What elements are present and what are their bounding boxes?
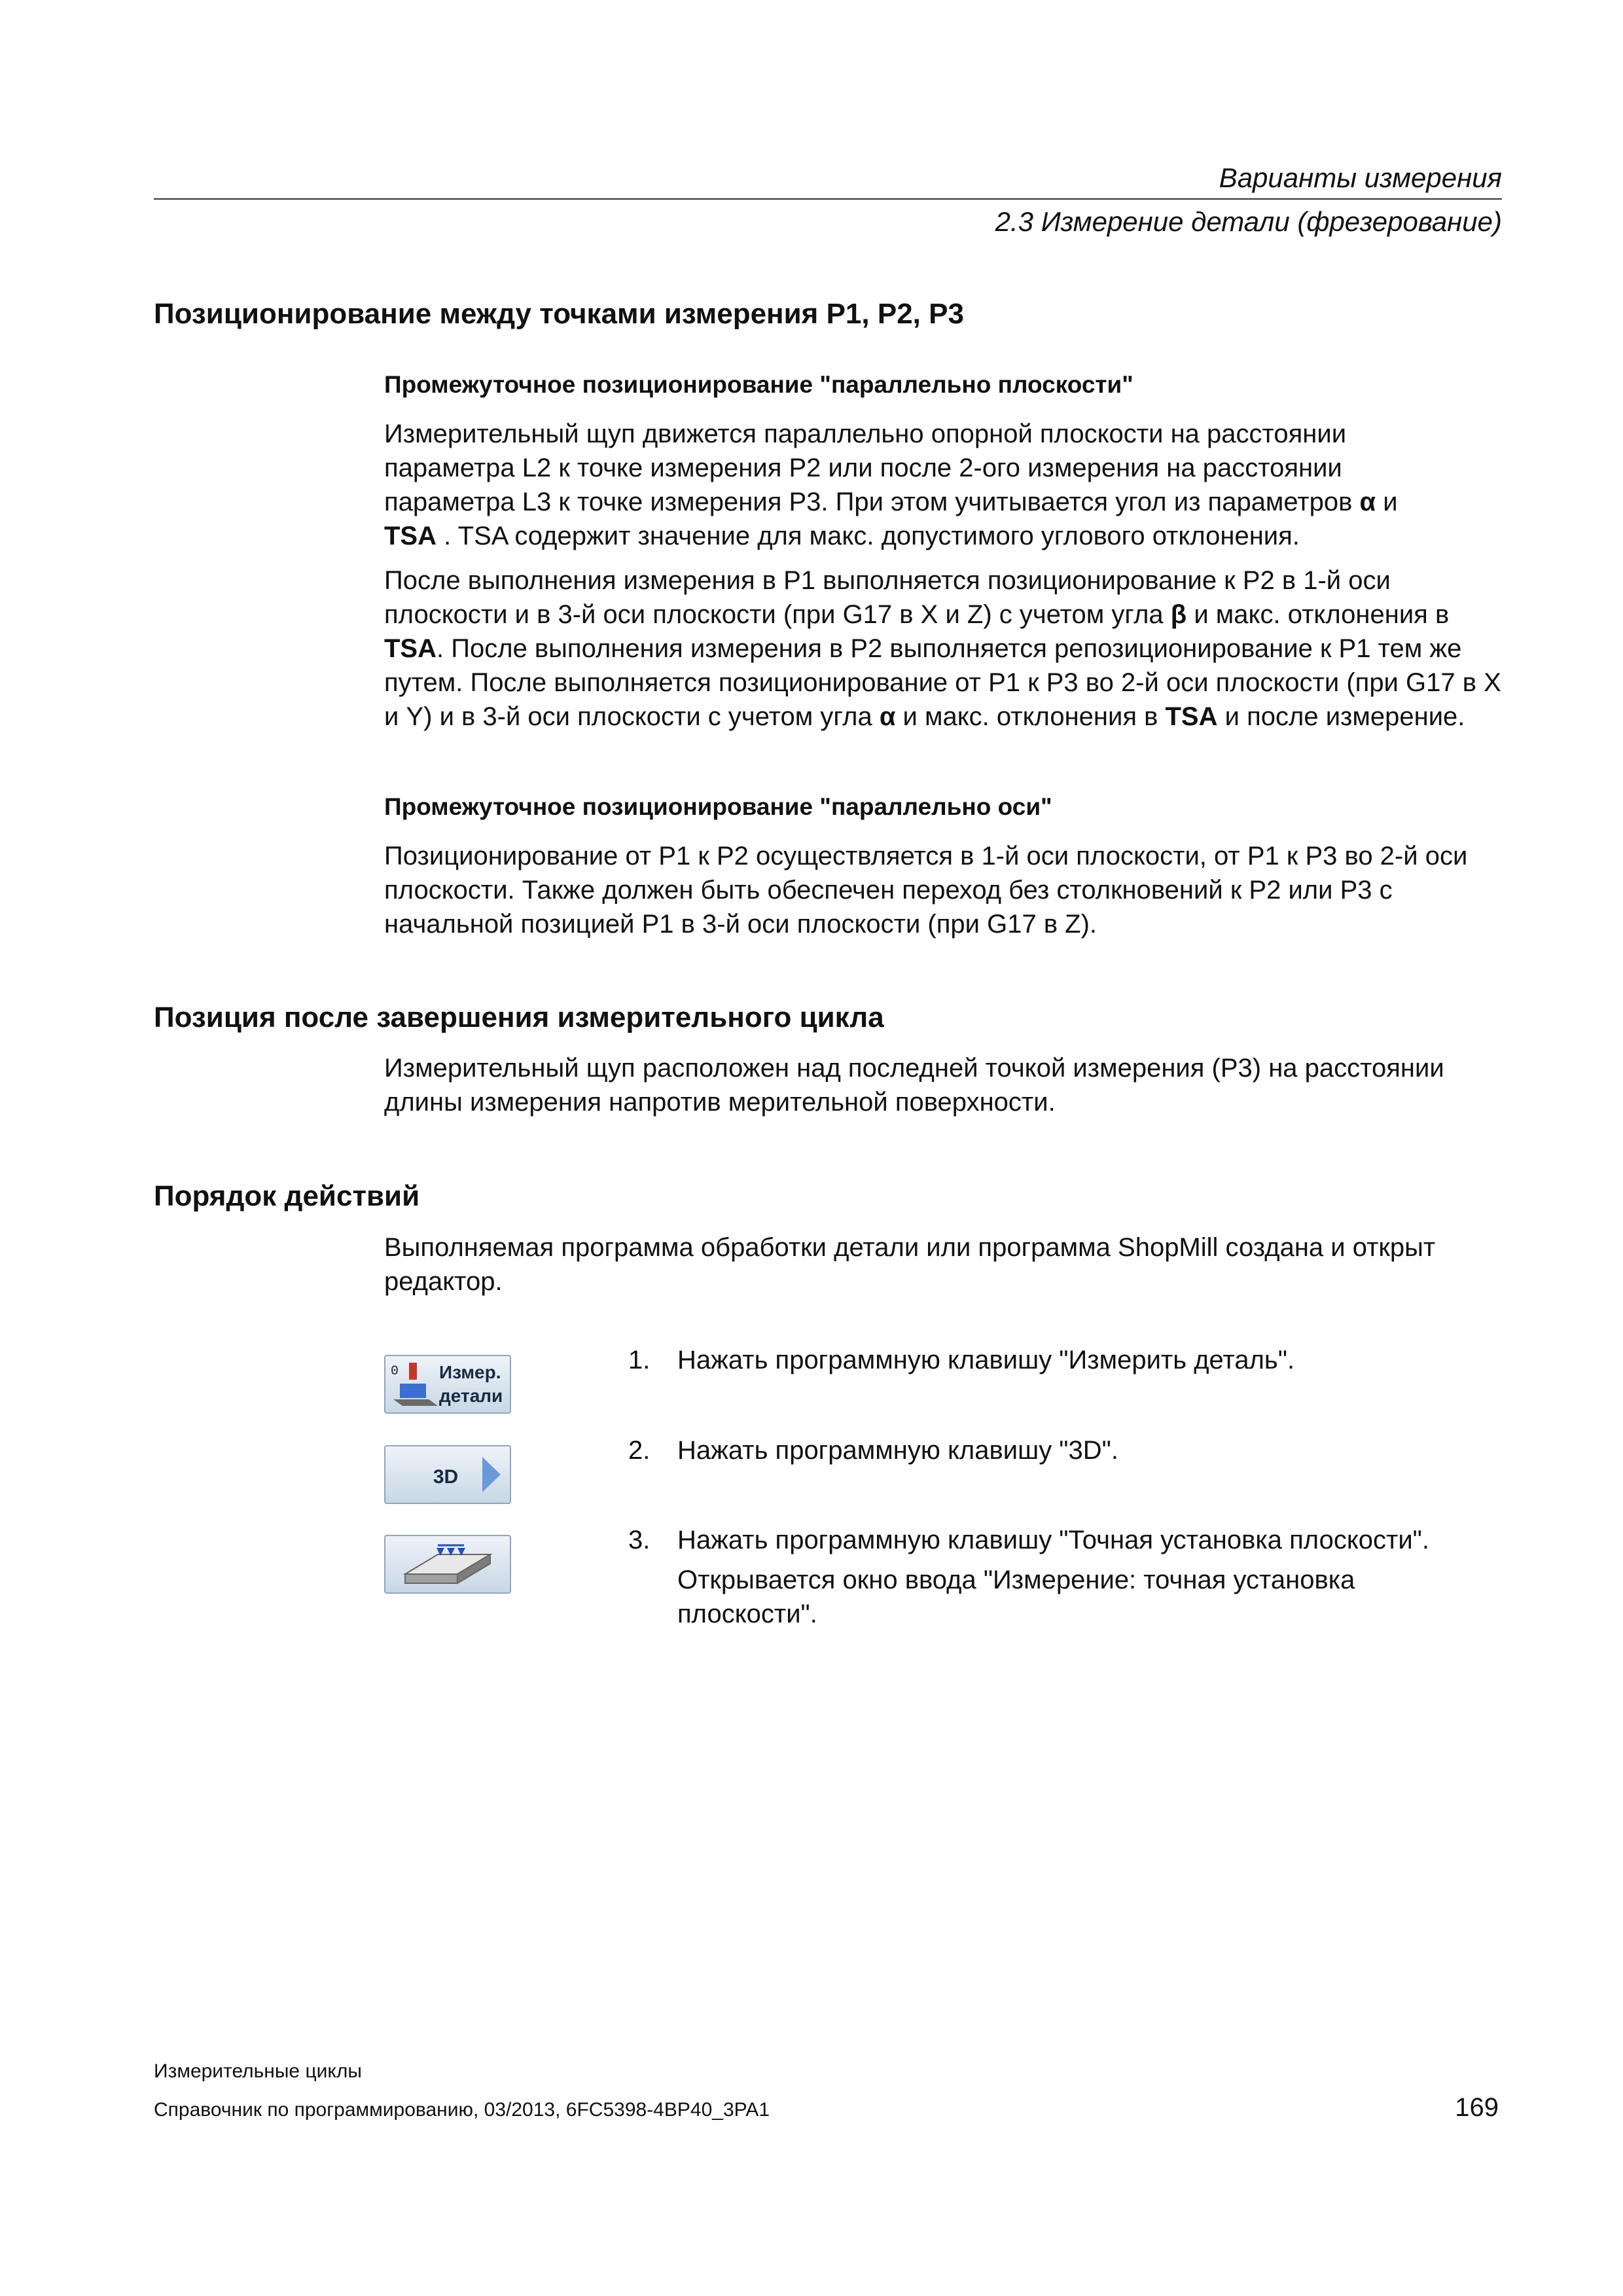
paragraph-procedure-precondition: Выполняемая программа обработки детали или программа ShopMill создана и открыт редактор. [384,1233,1436,1296]
svg-text:3D: 3D [433,1466,459,1488]
3d-softkey[interactable] [384,1445,511,1504]
svg-text:Измер.: Измер. [439,1362,501,1382]
paragraph-axis-positioning: Позиционирование от P1 к P2 осуществляется в 1-й оси плоскости, от P1 к P3 во 2-й оси плоскости. Также должен быть обеспечен переход без столкновений к P2 или P3 с начальной позицией P1 в 3-й оси плоскости (при G17 в Z). [384,842,1468,939]
3d-softkey-graphic [385,1446,510,1503]
svg-text:детали: детали [439,1386,503,1406]
footer-title: Измерительные циклы [154,2060,362,2082]
header-rule [154,198,1502,200]
measure-workpiece-softkey[interactable] [384,1355,511,1414]
running-header-chapter: Варианты измерения [1219,162,1502,193]
subsection-title-parallel-plane: Промежуточное позиционирование "параллельно плоскости" [384,371,1133,398]
measure-workpiece-icon [385,1356,510,1412]
section-title-positioning: Позиционирование между точками измерения P1, P2, P3 [154,298,964,330]
running-header-section: 2.3 Измерение детали (фрезерование) [995,206,1502,237]
plane-alignment-softkey[interactable] [384,1535,511,1594]
page-number: 169 [1455,2093,1499,2122]
svg-text:0: 0 [391,1364,399,1379]
paragraph-positioning-sequence: После выполнения измерения в P1 выполняется позиционирование к P2 в 1-й оси плоскости и в 3-й оси плоскости (при G17 в X и Z) с учетом угла β и макс. отклонения в TSA. После выполнения измерения в P2 выполняется репозиционирование к P1 тем же путем. После выполняется позиционирование от P1 к P3 во 2-й оси плоскости (при G17 в X и Y) и в 3-й оси плоскости с учетом угла α и макс. отклонения в TSA и после измерение. [384,566,1501,731]
paragraph-probe-movement: Измерительный щуп движется параллельно опорной плоскости на расстоянии параметра L2 к точке измерения P2 или после 2-ого измерения на расстоянии параметра L3 к точке измерения P3. При этом учитывается угол из параметров α и TSA . TSA содержит значение для макс. допустимого углового отклонения. [384,420,1398,550]
section-title-position-after-cycle: Позиция после завершения измерительного цикла [154,1001,884,1033]
paragraph-probe-final-position: Измерительный щуп расположен над последней точкой измерения (P3) на расстоянии длины измерения напротив мерительной поверхности. [384,1054,1444,1117]
footer-document-id: Справочник по программированию, 03/2013, 6FC5398-4BP40_3PA1 [154,2099,770,2121]
subsection-title-parallel-axis: Промежуточное позиционирование "параллельно оси" [384,793,1052,820]
plane-alignment-icon [385,1536,510,1592]
section-title-procedure: Порядок действий [154,1180,420,1212]
arrow-right-icon [482,1457,501,1492]
